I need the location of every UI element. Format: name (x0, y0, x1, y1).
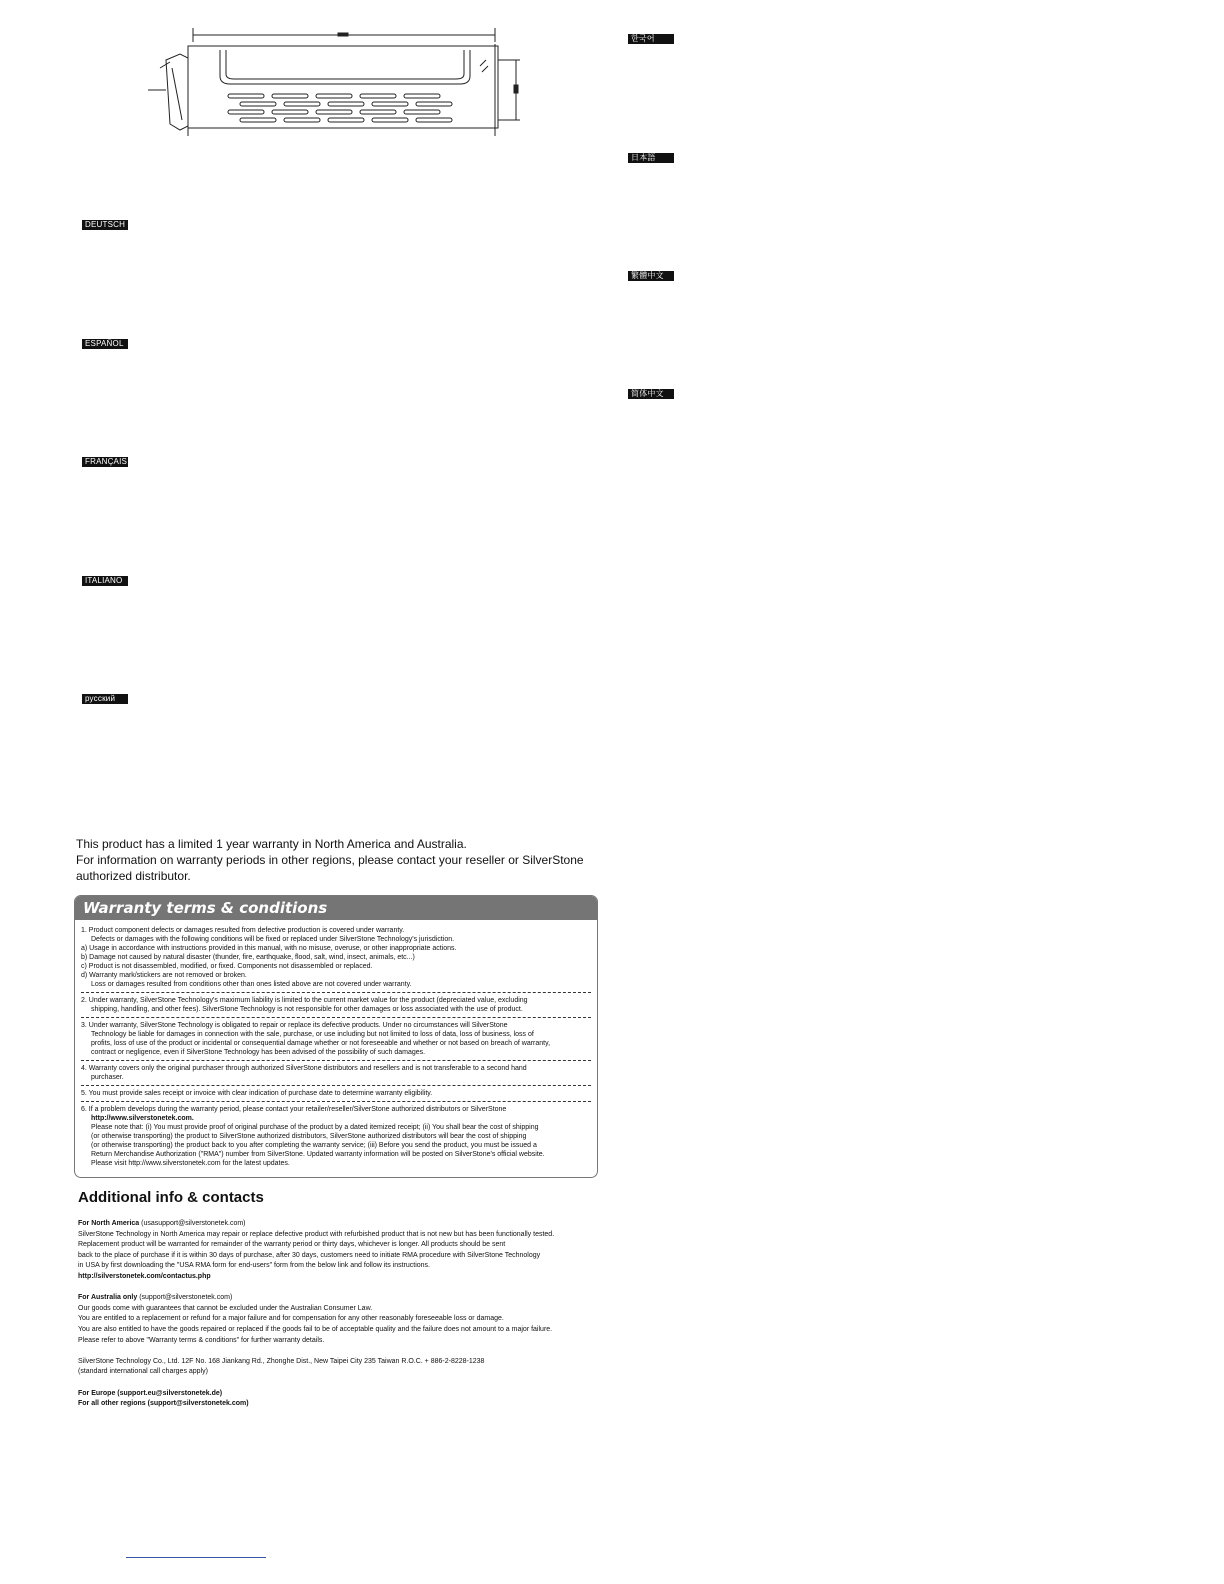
lang-tag-francais: FRANÇAIS (82, 457, 128, 467)
north-america-heading (78, 1219, 608, 1230)
dashed-separator (81, 992, 591, 993)
lang-tag-traditional-chinese: 繁體中文 (628, 271, 674, 281)
support-email[interactable]: (support@silverstonetek.com) (137, 1294, 233, 1302)
term-line: Return Merchandise Authorization ("RMA") number from SilverStone. Updated warranty information will be posted on SilverStone's official website. (91, 1151, 545, 1158)
term-1 (81, 924, 591, 991)
term-line: contract or negligence, even if SilverStone Technology has been advised of the possibility of such damages. (91, 1049, 426, 1056)
term-5 (81, 1087, 591, 1100)
term-line: 6. If a problem develops during the warranty period, please contact your retailer/reseller/SilverStone authorized distributors or SilverStone (81, 1106, 507, 1113)
term-line: Technology be liable for damages in connection with the sale, purchase, or use including but not limited to loss of data, loss of business, loss of (91, 1031, 534, 1038)
term-line: 4. Warranty covers only the original purchaser through authorized SilverStone distributors and resellers and is not transferable to a second hand (81, 1065, 527, 1072)
europe-contact[interactable]: For Europe (support.eu@silverstonetek.de) (78, 1389, 223, 1397)
australia-heading (78, 1293, 608, 1304)
term-6 (81, 1103, 591, 1170)
term-line: 3. Under warranty, SilverStone Technology is obligated to repair or replace its defective products. Under no circumstances will SilverStone (81, 1022, 508, 1029)
contact-line: You are entitled to a replacement or refund for a major failure and for compensation for any other reasonably foreseeable loss or damage. (78, 1315, 504, 1323)
dashed-separator (81, 1060, 591, 1061)
warranty-intro (76, 836, 616, 884)
term-line: 2. Under warranty, SilverStone Technology's maximum liability is limited to the current market value for the product (depreciated value, excluding (81, 997, 528, 1004)
drive-tray-drawing (140, 28, 540, 140)
term-line: 1. Product component defects or damages resulted from defective production is covered under warranty. (81, 927, 405, 934)
term-3 (81, 1019, 591, 1059)
term-2 (81, 994, 591, 1016)
term-line: purchaser. (91, 1074, 124, 1081)
region-label: For Australia only (78, 1294, 138, 1302)
support-email[interactable]: (usasupport@silverstonetek.com) (139, 1220, 246, 1227)
contact-line: Please refer to above "Warranty terms & conditions" for further warranty details. (78, 1336, 325, 1344)
contacts-section (78, 1219, 608, 1410)
lang-tag-japanese: 日本語 (628, 153, 674, 163)
silverstone-website-link[interactable]: http://www.silverstonetek.com. (91, 1115, 194, 1122)
contactus-link[interactable]: http://silverstonetek.com/contactus.php (78, 1272, 211, 1280)
term-line: (or otherwise transporting) the product back to you after completing the warranty service; (iii) Before you send the product, you must be issued a (91, 1142, 537, 1149)
term-line: Please visit http://www.silverstonetek.com for the latest updates. (91, 1160, 290, 1167)
lang-tag-italiano: ITALIANO (82, 576, 128, 586)
lang-tag-korean: 한국어 (628, 34, 674, 44)
warranty-terms-box (74, 895, 598, 1178)
contact-line: You are also entitled to have the goods repaired or replaced if the goods fail to be of acceptable quality and the failure does not amount to a major failure. (78, 1325, 553, 1333)
dashed-separator (81, 1085, 591, 1086)
intro-line: authorized distributor. (76, 869, 191, 883)
warranty-terms-list (75, 920, 597, 1170)
contact-line: back to the place of purchase if it is within 30 days of purchase, after 30 days, customers need to initiate RMA procedure with SilverStone Technology (78, 1251, 541, 1259)
intro-line: This product has a limited 1 year warranty in North America and Australia. (76, 837, 467, 851)
dashed-separator (81, 1101, 591, 1102)
call-charges-note: (standard international call charges apply) (78, 1368, 208, 1376)
intro-line: For information on warranty periods in other regions, please contact your reseller or SilverStone (76, 853, 584, 867)
company-address: SilverStone Technology Co., Ltd. 12F No. 168 Jiankang Rd., Zhonghe Dist., New Taipei City 235 Taiwan R.O.C. + 886-2-8228-1238 (78, 1357, 485, 1365)
term-line: d) Warranty mark/stickers are not removed or broken. (81, 972, 247, 979)
other-regions-contact[interactable]: For all other regions (support@silverstonetek.com) (78, 1400, 249, 1408)
term-line: Defects or damages with the following conditions will be fixed or replaced under SilverStone Technology's jurisdiction. (91, 936, 455, 943)
footer-rule (126, 1557, 266, 1558)
contact-line: in USA by first downloading the "USA RMA form for end-users" form from the below link and follow its instructions. (78, 1262, 431, 1270)
term-line: Loss or damages resulted from conditions other than ones listed above are not covered under warranty. (91, 981, 412, 988)
contacts-title: Additional info & contacts (78, 1189, 264, 1206)
contact-line: Replacement product will be warranted for remainder of the warranty period or thirty days, whichever is longer. All products should be sent (78, 1241, 506, 1249)
lang-tag-simplified-chinese: 简体中文 (628, 389, 674, 399)
term-line: Please note that: (i) You must provide proof of original purchase of the product by a dated itemized receipt; (ii) You shall bear the cost of shipping (91, 1124, 539, 1131)
region-label: For North America (78, 1220, 140, 1227)
contact-line: Our goods come with guarantees that cannot be excluded under the Australian Consumer Law. (78, 1304, 373, 1312)
term-line: a) Usage in accordance with instructions provided in this manual, with no misuse, overuse, or other inappropriate actions. (81, 945, 457, 952)
term-line: c) Product is not disassembled, modified, or fixed. Components not disassembled or replaced. (81, 963, 373, 970)
lang-tag-deutsch: DEUTSCH (82, 220, 128, 230)
term-line: (or otherwise transporting) the product to SilverStone authorized distributors, SilverStone authorized distributors will bear the cost of shipping (91, 1133, 527, 1140)
term-line: b) Damage not caused by natural disaster (thunder, fire, earthquake, flood, salt, wind, insect, animals, etc...) (81, 954, 415, 961)
lang-tag-russian: русский (82, 694, 128, 704)
dashed-separator (81, 1017, 591, 1018)
term-line: 5. You must provide sales receipt or invoice with clear indication of purchase date to determine warranty eligibility. (81, 1090, 433, 1097)
lang-tag-espanol: ESPAÑOL (82, 339, 128, 349)
term-4 (81, 1062, 591, 1084)
contact-line: SilverStone Technology in North America may repair or replace defective product with refurbished product that is not new but has been functionally tested. (78, 1230, 555, 1238)
term-line: shipping, handling, and other fees). SilverStone Technology is not responsible for other damages or loss associated with the use of product. (91, 1006, 523, 1013)
term-line: profits, loss of use of the product or incidental or consequential damage whether or not foreseeable and whether or not based on breach of warranty, (91, 1040, 551, 1047)
warranty-title: Warranty terms & conditions (75, 896, 597, 920)
